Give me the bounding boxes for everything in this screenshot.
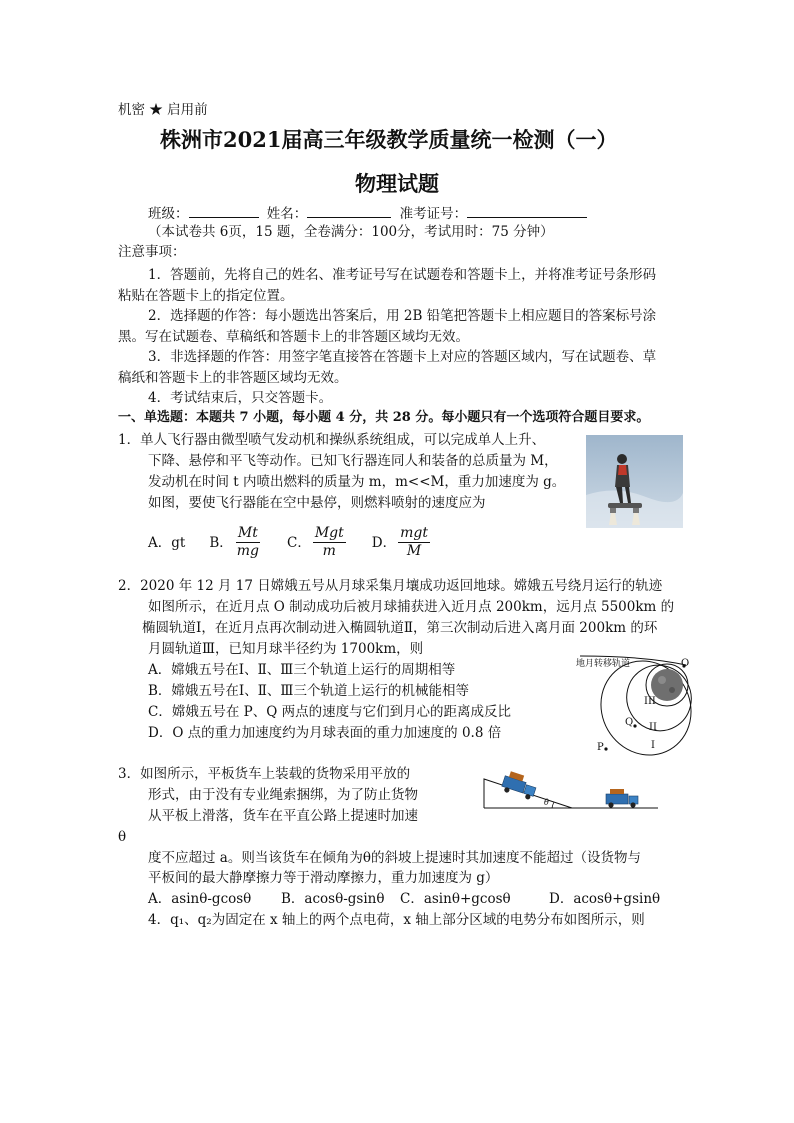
q1-option-d: D． $\frac{\text{mgt}}{M}$ [371,525,428,559]
q3-line: 3．如图所示，平板货车上装载的货物采用平放的 [118,766,411,782]
truck-angle-label: θ [544,798,549,807]
name-field [307,203,391,218]
orbit-label-p: P [597,742,604,753]
section-heading: 一、单选题：本题共 7 小题，每小题 4 分，共 28 分。每小题只有一个选项符合题目要求。 [118,410,650,425]
q3-line: 平板间的最大静摩擦力等于滑动摩擦力，重力加速度为 g） [148,870,499,886]
orbit-label-i: I [651,740,655,751]
q3-line: 形式，由于没有专业绳索捆绑，为了防止货物 [148,787,418,803]
ticket-field [467,203,587,218]
orbit-diagram [574,652,700,762]
orbit-caption: 地月转移轨道 [576,659,631,669]
ticket-label: 准考证号： [399,206,468,222]
q2-line: 2．2020 年 12 月 17 日嫦娥五号从月球采集月壤成功返回地球。嫦娥五号绕月运行的轨迹 [118,578,663,594]
exam-title: 株洲市2021届高三年级教学质量统一检测（一） [160,127,618,152]
q3-option-c: C．asinθ+gcosθ [400,891,511,907]
notice-item: 2．选择题的作答：每小题选出答案后，用 2B 铅笔把答题卡上相应题目的答案标号涂 [148,308,657,324]
notice-item: 稿纸和答题卡上的非答题区域均无效。 [118,370,348,386]
q2-line: 如图所示，在近月点 O 制动成功后被月球捕获进入近月点 200km，远月点 5500km 的 [148,599,675,615]
truck-slope-diagram [482,768,662,812]
q2-option-a: A．嫦娥五号在Ⅰ、Ⅱ、Ⅲ三个轨道上运行的周期相等 [148,662,456,678]
q1-line: 下降、悬停和平飞等动作。已知飞行器连同人和装备的总质量为 M， [148,453,558,469]
notice-item: 3．非选择题的作答：用签字笔直接答在答题卡上对应的答题区域内，写在试题卷、草 [148,349,657,365]
q2-option-c: C．嫦娥五号在 P、Q 两点的速度与它们到月心的距离成反比 [148,704,512,720]
name-label: 姓名： [266,206,308,222]
orbit-label-q: Q [625,717,634,728]
orbit-label-iii: III [644,696,656,707]
q1-option-a: A． gt [148,534,186,551]
notice-item: 黑。写在试题卷、草稿纸和答题卡上的非答题区域均无效。 [118,329,469,345]
jetpack-photo [586,435,683,528]
q2-option-d: D．O 点的重力加速度约为月球表面的重力加速度的 0.8 倍 [148,725,502,741]
q3-line: 度不应超过 a。则当该货车在倾角为θ的斜坡上提速时其加速度不能超过（设货物与 [148,850,641,866]
q1-line: 如图，要使飞行器能在空中悬停，则燃料喷射的速度应为 [148,495,486,511]
q3-option-d: D．acosθ+gsinθ [549,891,661,907]
q4-line: 4．q₁、q₂为固定在 x 轴上的两个点电荷，x 轴上部分区域的电势分布如图所示，则 [148,912,645,928]
q3-line: 从平板上滑落，货车在平直公路上提速时加速 [148,808,418,824]
fraction: $\frac{\text{mgt}}{M}$ [400,525,428,559]
q3-line: θ [118,829,127,845]
orbit-label-o: O [681,658,690,669]
exam-subtitle: 物理试题 [355,171,439,196]
fraction: $\frac{\text{Mgt}}{m}$ [314,525,344,559]
q3-option-b: B．acosθ-gsinθ [281,891,385,907]
notice-item: 1．答题前，先将自己的姓名、准考证号写在试题卷和答题卡上，并将准考证号条形码 [148,267,657,283]
fraction: $\frac{Mt}{mg}$ [236,525,259,559]
q2-line: 月圆轨道Ⅲ，已知月球半径约为 1700km，则 [148,641,424,657]
notice-heading: 注意事项： [118,244,186,260]
q2-line: 椭圆轨道Ⅰ，在近月点再次制动进入椭圆轨道Ⅱ，第三次制动后进入离月面 200km 的环 [142,620,658,636]
q1-option-b: B． $\frac{Mt}{mg}$ [209,525,259,559]
q1-option-c: C． $\frac{\text{Mgt}}{m}$ [287,525,344,559]
confidential-label: 机密 ★ 启用前 [118,102,208,118]
q1-line: 1．单人飞行器由微型喷气发动机和操纵系统组成，可以完成单人上升、 [118,432,546,448]
q3-option-a: A．asinθ-gcosθ [148,891,252,907]
class-label: 班级： [148,206,189,222]
q2-option-b: B．嫦娥五号在Ⅰ、Ⅱ、Ⅲ三个轨道上运行的机械能相等 [148,683,469,699]
class-field [189,203,259,218]
q1-options [148,525,456,560]
info-fields-row [148,203,587,224]
exam-note: （本试卷共 6页，15 题，全卷满分：100分，考试用时：75 分钟） [148,224,554,240]
orbit-label-ii: II [649,722,657,733]
notice-item: 粘贴在答题卡上的指定位置。 [118,288,294,304]
notice-item: 4．考试结束后，只交答题卡。 [148,390,333,406]
q1-line: 发动机在时间 t 内喷出燃料的质量为 m，m<<M，重力加速度为 g。 [148,474,566,490]
